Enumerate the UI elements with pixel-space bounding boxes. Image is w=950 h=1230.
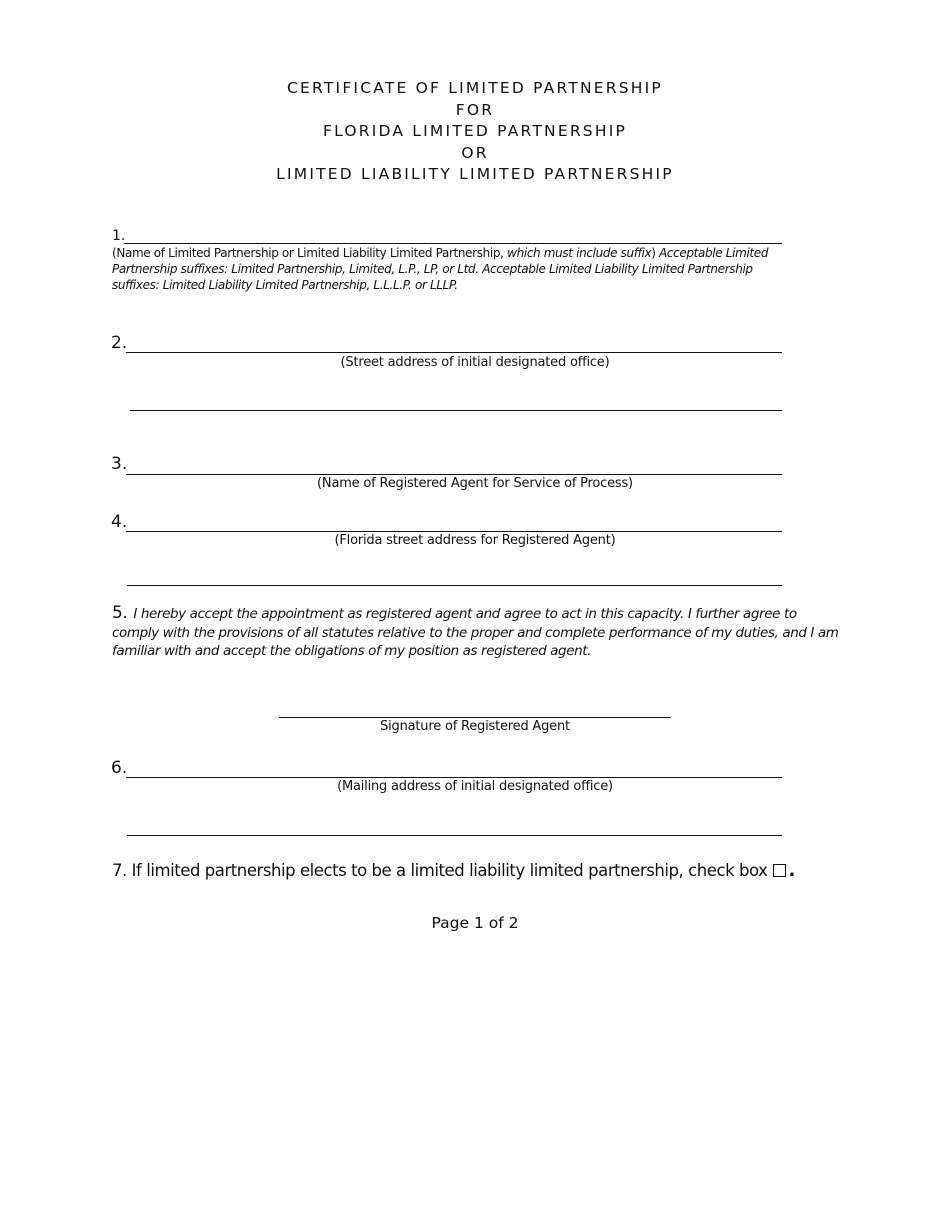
document-title (0, 78, 950, 186)
mailing-address-field-line-2[interactable] (127, 835, 782, 836)
agent-signature-field[interactable] (279, 717, 671, 718)
street-address-field-line-2[interactable] (130, 410, 782, 411)
item-7-election (112, 860, 832, 881)
lllp-election-checkbox[interactable] (773, 864, 786, 877)
mailing-address-field[interactable] (126, 777, 782, 778)
item-2-caption: (Street address of initial designated office) (340, 355, 610, 370)
title-line-5: LIMITED LIABILITY LIMITED PARTNERSHIP (276, 165, 674, 183)
item-6-number: 6. (111, 758, 128, 778)
registered-agent-name-field[interactable] (126, 474, 782, 475)
page-number: Page 1 of 2 (431, 914, 519, 932)
partnership-name-field[interactable] (124, 243, 782, 244)
item-6-caption: (Mailing address of initial designated office) (337, 779, 613, 794)
item-1-note-italic2: Acceptable Limited Partnership suffixes: Limited Partnership, Limited, L.P., LP, or Ltd. Acceptable Limited Liability Limited Partnership suffixes: Limited Liability Limited Partnership, L.L.L.P. or LLLP. (112, 246, 769, 292)
item-4-number: 4. (111, 512, 128, 532)
title-line-1: CERTIFICATE OF LIMITED PARTNERSHIP (287, 79, 663, 97)
item-1-note-part2: ) (651, 246, 660, 260)
agent-acceptance-statement (112, 604, 842, 661)
signature-caption: Signature of Registered Agent (380, 719, 570, 734)
title-line-2: FOR (455, 100, 495, 119)
item-2-number: 2. (111, 333, 128, 353)
agent-florida-address-field-line-2[interactable] (127, 585, 782, 586)
item-4-caption: (Florida street address for Registered Agent) (334, 533, 616, 548)
agent-florida-address-field[interactable] (126, 531, 782, 532)
item-1-note (112, 245, 792, 293)
item-3-number: 3. (111, 454, 128, 474)
item-5-number: 5. (112, 603, 128, 623)
title-line-4: OR (461, 143, 489, 162)
acceptance-text: I hereby accept the appointment as registered agent and agree to act in this capacity. I further agree to comply with the provisions of all statutes relative to the proper and complete performance of my duties, and I am familiar with and accept the obligations of my position as registered agent. (112, 606, 839, 659)
title-line-3: FLORIDA LIMITED PARTNERSHIP (322, 122, 628, 140)
item-3-caption: (Name of Registered Agent for Service of Process) (317, 476, 633, 491)
street-address-field[interactable] (126, 352, 782, 353)
item-1-note-part1: (Name of Limited Partnership or Limited Liability Limited Partnership, (112, 246, 508, 260)
item-1-note-italic1: which must include suffix (507, 246, 652, 260)
item-7-text: 7. If limited partnership elects to be a limited liability limited partnership, check box (112, 861, 768, 880)
item-1-number: 1. (112, 228, 126, 244)
item-7-period: . (788, 860, 795, 881)
